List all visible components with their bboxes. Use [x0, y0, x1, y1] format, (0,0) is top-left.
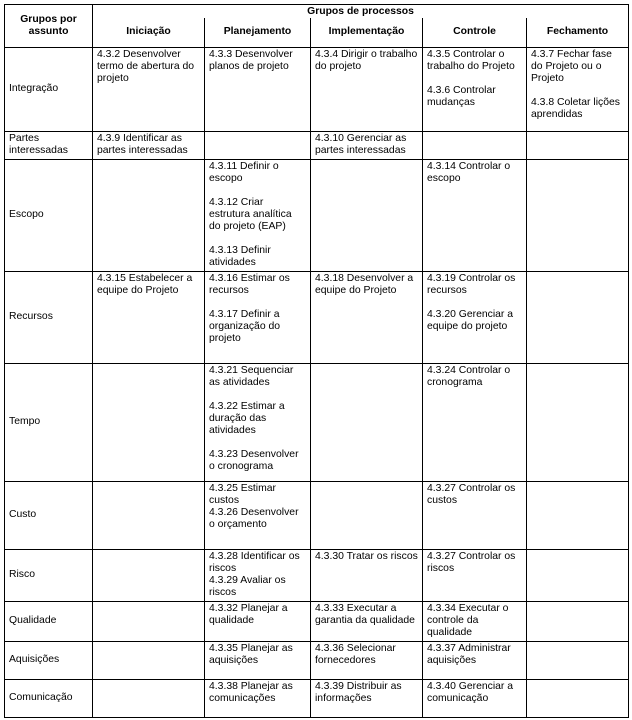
column-header-closing: Fechamento	[527, 18, 629, 48]
process-item: 4.3.11 Definir o escopo	[209, 161, 279, 184]
process-cell-closing	[527, 160, 629, 272]
process-item: 4.3.2 Desenvolver termo de abertura do projeto	[97, 49, 195, 84]
process-item: 4.3.28 Identificar os riscos	[209, 551, 300, 574]
column-header-planning: Planejamento	[205, 18, 311, 48]
subject-cell: Escopo	[5, 160, 93, 272]
process-cell-implementation	[311, 132, 423, 160]
process-item: 4.3.3 Desenvolver planos de projeto	[209, 49, 293, 72]
process-cell-control	[423, 272, 527, 364]
subject-cell: Partes interessadas	[5, 132, 93, 160]
process-item: 4.3.30 Tratar os riscos	[315, 551, 418, 562]
process-cell-control	[423, 602, 527, 642]
process-item: 4.3.23 Desenvolver o cronograma	[209, 449, 299, 472]
process-cell-planning	[205, 132, 311, 160]
process-item: 4.3.17 Definir a organização do projeto	[209, 309, 281, 344]
process-item: 4.3.34 Executar o controle da qualidade	[427, 603, 509, 638]
process-item: 4.3.16 Estimar os recursos	[209, 273, 290, 296]
process-item: 4.3.33 Executar a garantia da qualidade	[315, 603, 415, 626]
process-cell-closing	[527, 602, 629, 642]
process-item: 4.3.27 Controlar os custos	[427, 483, 516, 506]
table-row	[5, 364, 629, 482]
subject-cell: Recursos	[5, 272, 93, 364]
process-item: 4.3.24 Controlar o cronograma	[427, 365, 511, 388]
process-item: 4.3.35 Planejar as aquisições	[209, 643, 293, 666]
process-cell-implementation	[311, 550, 423, 602]
process-item: 4.3.8 Coletar lições aprendidas	[531, 97, 620, 120]
subject-cell: Risco	[5, 550, 93, 602]
process-groups-table	[4, 4, 629, 718]
process-cell-implementation	[311, 642, 423, 680]
column-header-implementation: Implementação	[311, 18, 423, 48]
process-cell-closing	[527, 550, 629, 602]
process-item: 4.3.19 Controlar os recursos	[427, 273, 516, 296]
process-item: 4.3.37 Administrar aquisições	[427, 643, 511, 666]
process-cell-initiation	[93, 642, 205, 680]
process-item: 4.3.4 Dirigir o trabalho do projeto	[315, 49, 418, 72]
subject-cell: Integração	[5, 48, 93, 132]
process-cell-implementation	[311, 482, 423, 550]
process-cell-implementation	[311, 48, 423, 132]
process-item: 4.3.38 Planejar as comunicações	[209, 681, 293, 704]
process-item: 4.3.6 Controlar mudanças	[427, 85, 496, 108]
table-row	[5, 680, 629, 718]
subject-cell: Comunicação	[5, 680, 93, 718]
process-item: 4.3.9 Identificar as partes interessadas	[97, 133, 188, 156]
process-item: 4.3.10 Gerenciar as partes interessadas	[315, 133, 407, 156]
process-cell-initiation	[93, 602, 205, 642]
column-header-control: Controle	[423, 18, 527, 48]
process-cell-control	[423, 160, 527, 272]
process-cell-initiation	[93, 550, 205, 602]
process-cell-closing	[527, 642, 629, 680]
process-cell-planning	[205, 642, 311, 680]
process-cell-initiation	[93, 680, 205, 718]
process-groups-header: Grupos de processos	[93, 5, 629, 19]
process-cell-closing	[527, 48, 629, 132]
process-item: 4.3.12 Criar estrutura analítica do projeto (EAP)	[209, 197, 292, 232]
process-cell-planning	[205, 482, 311, 550]
subject-column-header: Grupos por assunto	[5, 5, 93, 48]
process-cell-control	[423, 132, 527, 160]
process-cell-planning	[205, 364, 311, 482]
table-row	[5, 48, 629, 132]
process-item: 4.3.18 Desenvolver a equipe do Projeto	[315, 273, 414, 296]
process-cell-closing	[527, 680, 629, 718]
process-cell-initiation	[93, 364, 205, 482]
process-cell-initiation	[93, 482, 205, 550]
process-cell-planning	[205, 272, 311, 364]
process-item: 4.3.40 Gerenciar a comunicação	[427, 681, 514, 704]
table-row	[5, 132, 629, 160]
process-cell-control	[423, 482, 527, 550]
process-cell-control	[423, 48, 527, 132]
process-cell-closing	[527, 132, 629, 160]
process-cell-implementation	[311, 364, 423, 482]
process-item: 4.3.13 Definir atividades	[209, 245, 271, 268]
process-cell-control	[423, 642, 527, 680]
table-row	[5, 482, 629, 550]
process-cell-planning	[205, 48, 311, 132]
table-body	[5, 48, 629, 718]
process-item: 4.3.25 Estimar custos	[209, 483, 276, 506]
process-item: 4.3.5 Controlar o trabalho do Projeto	[427, 49, 515, 72]
process-cell-planning	[205, 680, 311, 718]
table-row	[5, 272, 629, 364]
process-cell-planning	[205, 160, 311, 272]
process-item: 4.3.20 Gerenciar a equipe do projeto	[427, 309, 514, 332]
process-cell-initiation	[93, 272, 205, 364]
process-cell-implementation	[311, 680, 423, 718]
subject-cell: Aquisições	[5, 642, 93, 680]
table-row	[5, 602, 629, 642]
process-cell-implementation	[311, 160, 423, 272]
process-item: 4.3.29 Avaliar os riscos	[209, 575, 286, 598]
process-cell-planning	[205, 602, 311, 642]
process-item: 4.3.32 Planejar a qualidade	[209, 603, 288, 626]
process-item: 4.3.27 Controlar os riscos	[427, 551, 516, 574]
process-item: 4.3.26 Desenvolver o orçamento	[209, 507, 299, 530]
process-item: 4.3.39 Distribuir as informações	[315, 681, 402, 704]
process-item: 4.3.21 Sequenciar as atividades	[209, 365, 294, 388]
process-item: 4.3.14 Controlar o escopo	[427, 161, 511, 184]
process-cell-closing	[527, 482, 629, 550]
process-item: 4.3.22 Estimar a duração das atividades	[209, 401, 285, 436]
process-cell-planning	[205, 550, 311, 602]
process-cell-initiation	[93, 132, 205, 160]
subject-cell: Qualidade	[5, 602, 93, 642]
process-cell-initiation	[93, 48, 205, 132]
table-row	[5, 642, 629, 680]
process-cell-control	[423, 680, 527, 718]
process-cell-closing	[527, 272, 629, 364]
process-item: 4.3.36 Selecionar fornecedores	[315, 643, 396, 666]
process-cell-control	[423, 364, 527, 482]
process-item: 4.3.15 Estabelecer a equipe do Projeto	[97, 273, 193, 296]
column-header-initiation: Iniciação	[93, 18, 205, 48]
table-row	[5, 160, 629, 272]
subject-cell: Tempo	[5, 364, 93, 482]
process-cell-control	[423, 550, 527, 602]
process-item: 4.3.7 Fechar fase do Projeto ou o Projeto	[531, 49, 612, 84]
process-cell-implementation	[311, 602, 423, 642]
process-cell-closing	[527, 364, 629, 482]
table-row	[5, 550, 629, 602]
process-cell-implementation	[311, 272, 423, 364]
subject-cell: Custo	[5, 482, 93, 550]
process-cell-initiation	[93, 160, 205, 272]
